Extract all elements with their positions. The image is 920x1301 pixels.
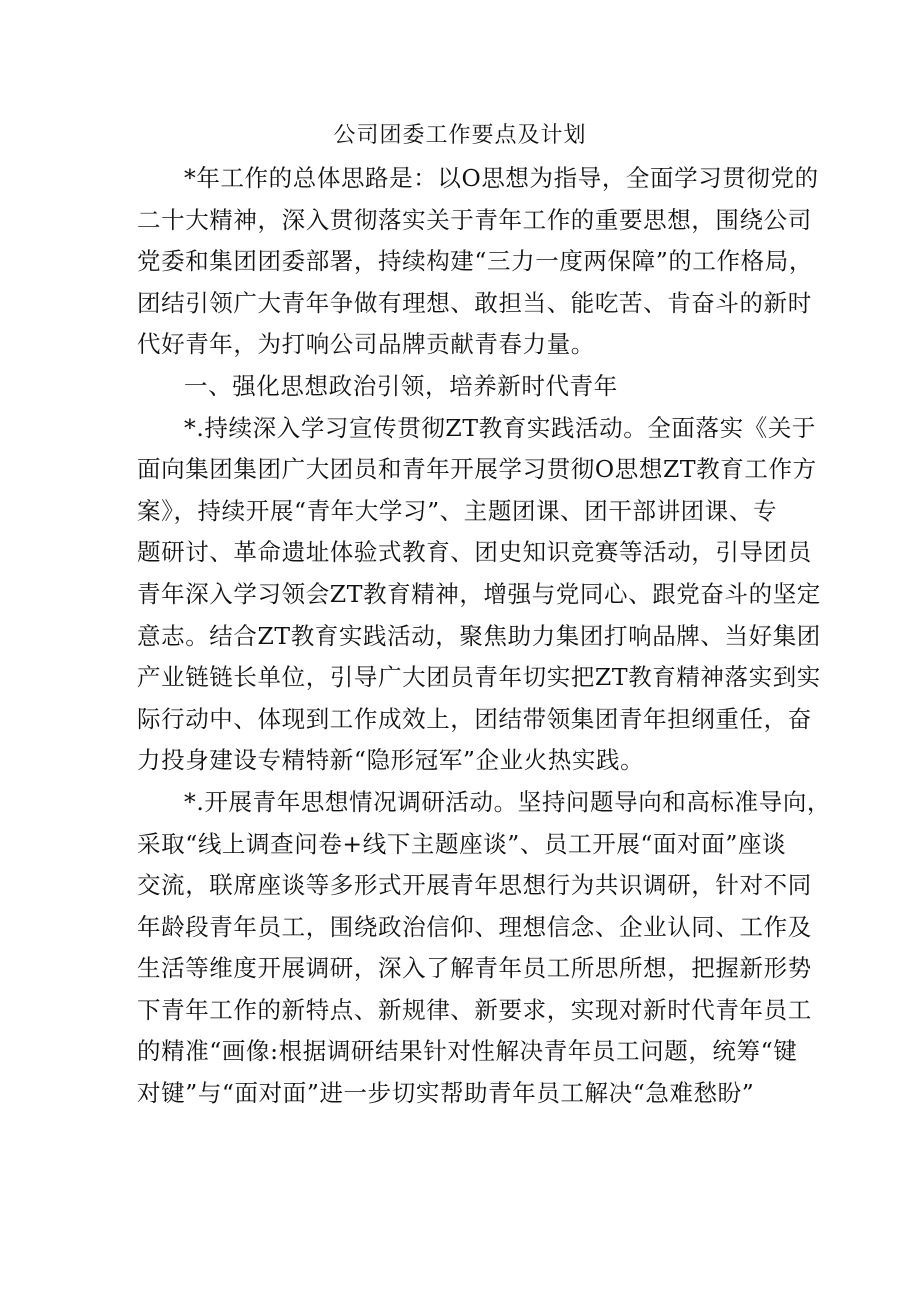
paragraph-line: 交流，联席座谈等多形式开展青年思想行为共识调研，针对不同	[137, 871, 812, 900]
paragraph-line: *.开展青年思想情况调研活动。坚持问题导向和高标准导向，	[184, 787, 832, 816]
paragraph-line: 产业链链长单位，引导广大团员青年切实把ZT教育精神落实到实	[137, 663, 821, 692]
paragraph-line: 下青年工作的新特点、新规律、新要求，实现对新时代青年员工	[137, 995, 812, 1024]
paragraph-line: 青年深入学习领会ZT教育精神，增强与党同心、跟党奋斗的坚定	[137, 579, 821, 608]
paragraph-line: 际行动中、体现到工作成效上，团结带领集团青年担纲重任，奋	[137, 704, 812, 733]
paragraph-line: 力投身建设专精特新“隐形冠军”企业火热实践。	[137, 746, 645, 775]
paragraph-line: 年龄段青年员工，围绕政治信仰、理想信念、企业认同、工作及	[137, 912, 812, 941]
paragraph-line: 采取“线上调查问卷+线下主题座谈”、员工开展“面对面”座谈	[137, 829, 787, 858]
document-title: 公司团委工作要点及计划	[333, 123, 587, 148]
paragraph-line: 的精准“画像:根据调研结果针对性解决青年员工问题，统筹“键	[137, 1037, 798, 1066]
paragraph-line: 二十大精神，深入贯彻落实关于青年工作的重要思想，围绕公司	[137, 205, 812, 234]
paragraph-line: 题研讨、革命遗址体验式教育、团史知识竞赛等活动，引导团员	[137, 538, 812, 567]
paragraph-line: *年工作的总体思路是：以O思想为指导，全面学习贯彻党的	[184, 164, 819, 192]
paragraph-line: 意志。结合ZT教育实践活动，聚焦助力集团打响品牌、当好集团	[137, 621, 821, 650]
paragraph-line: 代好青年，为打响公司品牌贡献青春力量。	[137, 330, 595, 359]
paragraph-line: 面向集团集团广大团员和青年开展学习贯彻O思想ZT教育工作方	[137, 455, 817, 484]
paragraph-line: 案》，持续开展“青年大学习”、主题团课、团干部讲团课、专	[137, 496, 778, 525]
paragraph-line: 生活等维度开展调研，深入了解青年员工所思所想，把握新形势	[137, 954, 812, 983]
paragraph-line: 党委和集团团委部署，持续构建“三力一度两保障”的工作格局，	[137, 247, 813, 276]
paragraph-line: *.持续深入学习宣传贯彻ZT教育实践活动。全面落实《关于	[184, 413, 817, 442]
document-body	[137, 158, 832, 1115]
paragraph-line: 团结引领广大青年争做有理想、敢担当、能吃苦、肯奋斗的新时	[137, 288, 812, 317]
paragraph-line: 对键”与“面对面”进一步切实帮助青年员工解决“急难愁盼”	[137, 1079, 755, 1108]
section-heading: 一、强化思想政治引领，培养新时代青年	[184, 371, 618, 400]
